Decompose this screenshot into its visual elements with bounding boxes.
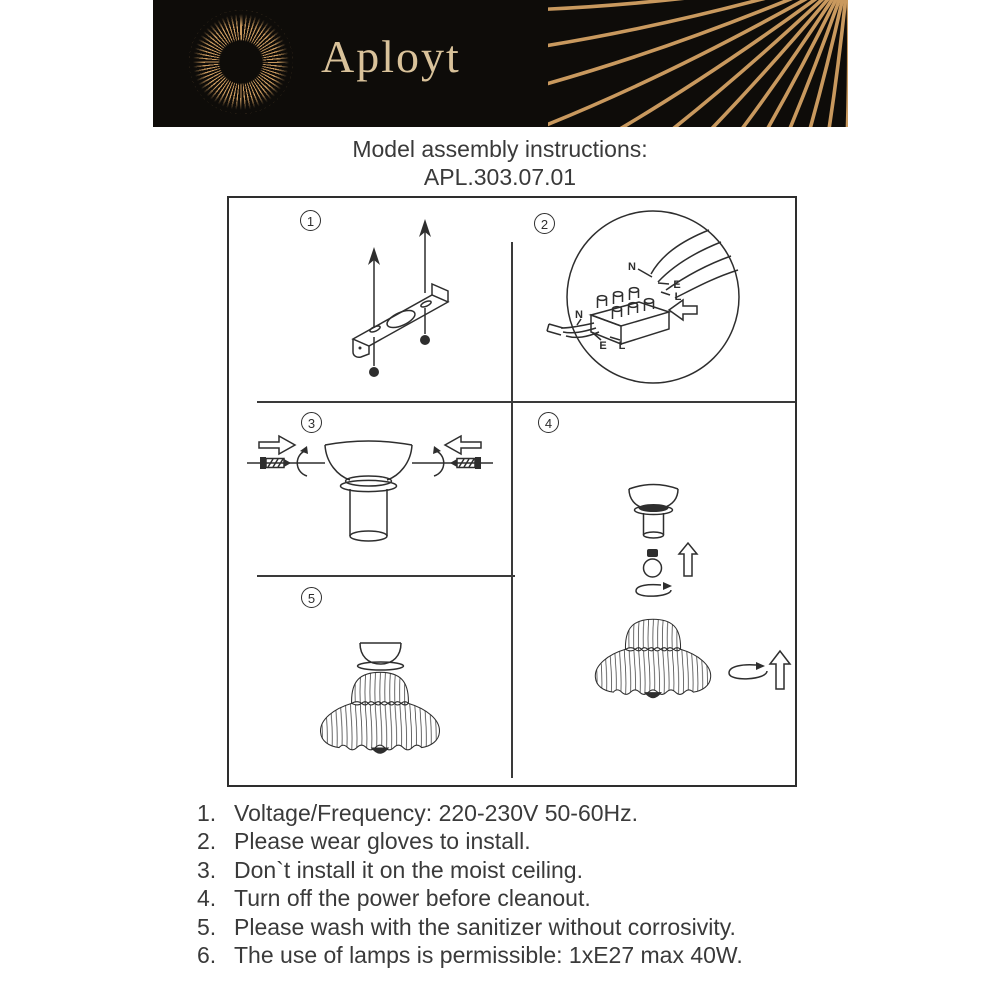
step-4-badge: 4 xyxy=(538,412,559,433)
step-1-badge: 1 xyxy=(300,210,321,231)
item-number: 5. xyxy=(197,913,217,940)
wire-label-n-top: N xyxy=(628,261,636,273)
brand-name: Aployt xyxy=(321,31,461,82)
wire-label-l-top: L xyxy=(674,291,682,303)
sunburst-logo-icon xyxy=(189,10,293,114)
wire-label-n-bottom: N xyxy=(575,309,583,321)
item-number: 3. xyxy=(197,856,217,883)
list-item xyxy=(197,856,743,884)
page-title: Model assembly instructions: xyxy=(352,136,648,162)
mounting-bracket-drawing xyxy=(229,198,511,401)
item-text: Turn off the power before cleanout. xyxy=(234,885,591,912)
brand-banner xyxy=(153,0,848,127)
instruction-list xyxy=(197,799,743,969)
list-item xyxy=(197,884,743,912)
item-text: Don`t install it on the moist ceiling. xyxy=(234,856,583,883)
item-number: 2. xyxy=(197,828,217,855)
item-number: 4. xyxy=(197,885,217,912)
step-2-badge: 2 xyxy=(534,213,555,234)
list-item xyxy=(197,941,743,969)
list-item xyxy=(197,827,743,855)
wire-label-e-top: E xyxy=(673,279,681,291)
list-item xyxy=(197,913,743,941)
item-number: 1. xyxy=(197,800,217,826)
step-3-badge: 3 xyxy=(301,412,322,433)
bulb-shade-install-drawing xyxy=(511,401,795,785)
wire-label-e-bottom: E xyxy=(599,340,607,352)
item-text: Voltage/Frequency: 220-230V 50-60Hz. xyxy=(234,800,639,826)
wire-label-l-bottom: L xyxy=(618,340,626,352)
item-text: Please wash with the sanitizer without corrosivity. xyxy=(234,913,736,940)
base-screws-drawing xyxy=(229,401,511,575)
terminal-wiring-drawing xyxy=(511,198,795,401)
item-number: 6. xyxy=(197,942,217,969)
item-text: Please wear gloves to install. xyxy=(234,828,531,855)
step-5-badge: 5 xyxy=(301,587,322,608)
assembled-lamp-drawing xyxy=(229,575,511,785)
item-text: The use of lamps is permissible: 1xE27 max 40W. xyxy=(234,942,743,969)
assembly-diagram xyxy=(227,196,797,787)
corner-rays-icon xyxy=(548,0,848,127)
list-item xyxy=(197,799,743,827)
model-number: APL.303.07.01 xyxy=(423,164,577,190)
